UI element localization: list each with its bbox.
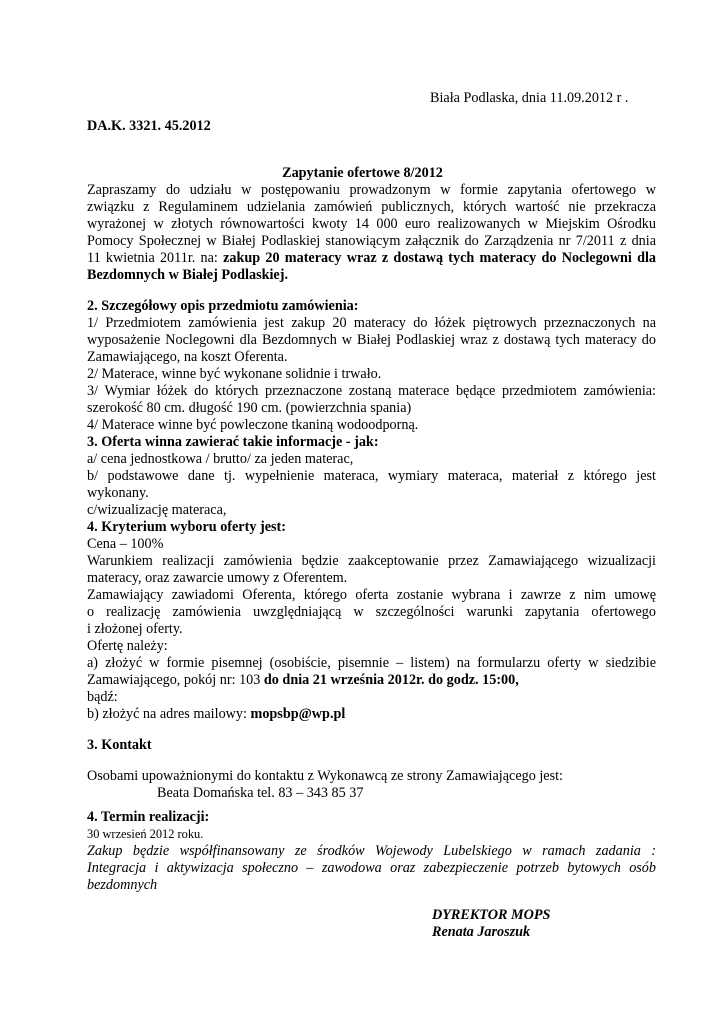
section-4-heading: 4. Kryterium wyboru oferty jest: [87, 519, 286, 535]
section-2-line-6: szerokość 80 cm. długość 190 cm. (powierzchnia spania) [87, 400, 412, 416]
section-2-line-3: Zamawiającego, na koszt Oferenta. [87, 349, 288, 365]
section-4-line-11 [87, 706, 345, 723]
funding-line-2: Integracja i aktywizacja społeczno – zawodowa oraz zabezpieczenie potrzeb bytowych osób [87, 860, 656, 876]
funding-line-3: bezdomnych [87, 877, 158, 893]
section-4-line-5: o realizację zamówienia uwzględniającą w szczególności warunki zapytania ofertowego [87, 604, 656, 620]
intro-line-1: Zapraszamy do udziału w postępowaniu prowadzonym w formie zapytania ofertowego w [87, 182, 656, 198]
section-3-line-2: b/ podstawowe dane tj. wypełnienie materaca, wymiary materaca, materiał z którego jest [87, 468, 656, 484]
section-4-line-11-text: b) złożyć na adres mailowy: [87, 706, 251, 722]
document-title: Zapytanie ofertowe 8/2012 [282, 165, 443, 181]
section-3-line-3: wykonany. [87, 485, 149, 501]
term-heading: 4. Termin realizacji: [87, 809, 210, 825]
section-2-line-4: 2/ Materace, winne być wykonane solidnie i trwało. [87, 366, 382, 382]
section-2-line-5: 3/ Wymiar łóżek do których przeznaczone zostaną materace będące przedmiotem zamówienia: [87, 383, 656, 399]
signature-name: Renata Jaroszuk [432, 924, 531, 940]
intro-line-3: wyrażonej w złotych równowartości kwoty 14 000 euro realizowanych w Miejskim Ośrodku [87, 216, 656, 232]
section-4-line-1: Cena – 100% [87, 536, 164, 552]
section-2-heading: 2. Szczegółowy opis przedmiotu zamówienia: [87, 298, 359, 314]
section-4-line-7: Ofertę należy: [87, 638, 168, 654]
section-3-line-1: a/ cena jednostkowa / brutto/ za jeden materac, [87, 451, 354, 467]
section-4-line-4: Zamawiający zawiadomi Oferenta, którego oferta zostanie wybrana i zawrze z nim umowę [87, 587, 656, 603]
deadline: do dnia 21 września 2012r. do godz. 15:00, [263, 672, 519, 688]
signature-title: DYREKTOR MOPS [432, 907, 551, 923]
section-4-line-3: materacy, oraz zawarcie umowy z Oferentem. [87, 570, 348, 586]
section-3-heading: 3. Oferta winna zawierać takie informacje - jak: [87, 434, 379, 450]
intro-line-4: Pomocy Społecznej w Białej Podlaskiej stanowiącym załącznik do Zarządzenia nr 7/2011 z dnia [87, 233, 656, 249]
section-4-line-8: a) złożyć w formie pisemnej (osobiście, pisemnie – listem) na formularzu oferty w siedzibie [87, 655, 656, 671]
contact-line-1: Osobami upoważnionymi do kontaktu z Wykonawcą ze strony Zamawiającego jest: [87, 768, 564, 784]
section-2-line-7: 4/ Materace winne być powleczone tkaniną wodoodporną. [87, 417, 419, 433]
contact-person: Beata Domańska tel. 83 – 343 85 37 [157, 785, 364, 801]
section-2-line-1: 1/ Przedmiotem zamówienia jest zakup 20 materacy do łóżek piętrowych przeznaczonych na [87, 315, 656, 331]
term-date: 30 wrzesień 2012 roku. [87, 827, 204, 841]
section-2-line-2: wyposażenie Noclegowni dla Bezdomnych w Białej Podlaskiej wraz z dostawą tych materacy do [87, 332, 656, 348]
email-address: mopsbp@wp.pl [250, 706, 346, 722]
section-4-line-2: Warunkiem realizacji zamówienia będzie zaakceptowanie przez Zamawiającego wizualizacji [87, 553, 656, 569]
contact-heading: 3. Kontakt [87, 737, 152, 753]
section-4-line-9 [87, 672, 519, 689]
intro-line-5-text: 11 kwietnia 2011r. na: [87, 250, 224, 266]
intro-line-2: związku z Regulaminem udzielania zamówień publicznych, których wartość nie przekracza [87, 199, 656, 215]
intro-line-6: Bezdomnych w Białej Podlaskiej. [87, 267, 288, 283]
place-date: Biała Podlaska, dnia 11.09.2012 r . [430, 90, 629, 106]
section-4-line-10: bądź: [87, 689, 118, 705]
section-4-line-9-text: Zamawiającego, pokój nr: 103 [87, 672, 264, 688]
intro-line-5 [87, 250, 656, 267]
reference-number: DA.K. 3321. 45.2012 [87, 118, 211, 134]
section-4-line-6: i złożonej oferty. [87, 621, 183, 637]
intro-subject: zakup 20 materacy wraz z dostawą tych materacy do Noclegowni dla [223, 250, 656, 266]
funding-line-1: Zakup będzie współfinansowany ze środków Wojewody Lubelskiego w ramach zadania : [87, 843, 656, 859]
section-3-line-4: c/wizualizację materaca, [87, 502, 227, 518]
